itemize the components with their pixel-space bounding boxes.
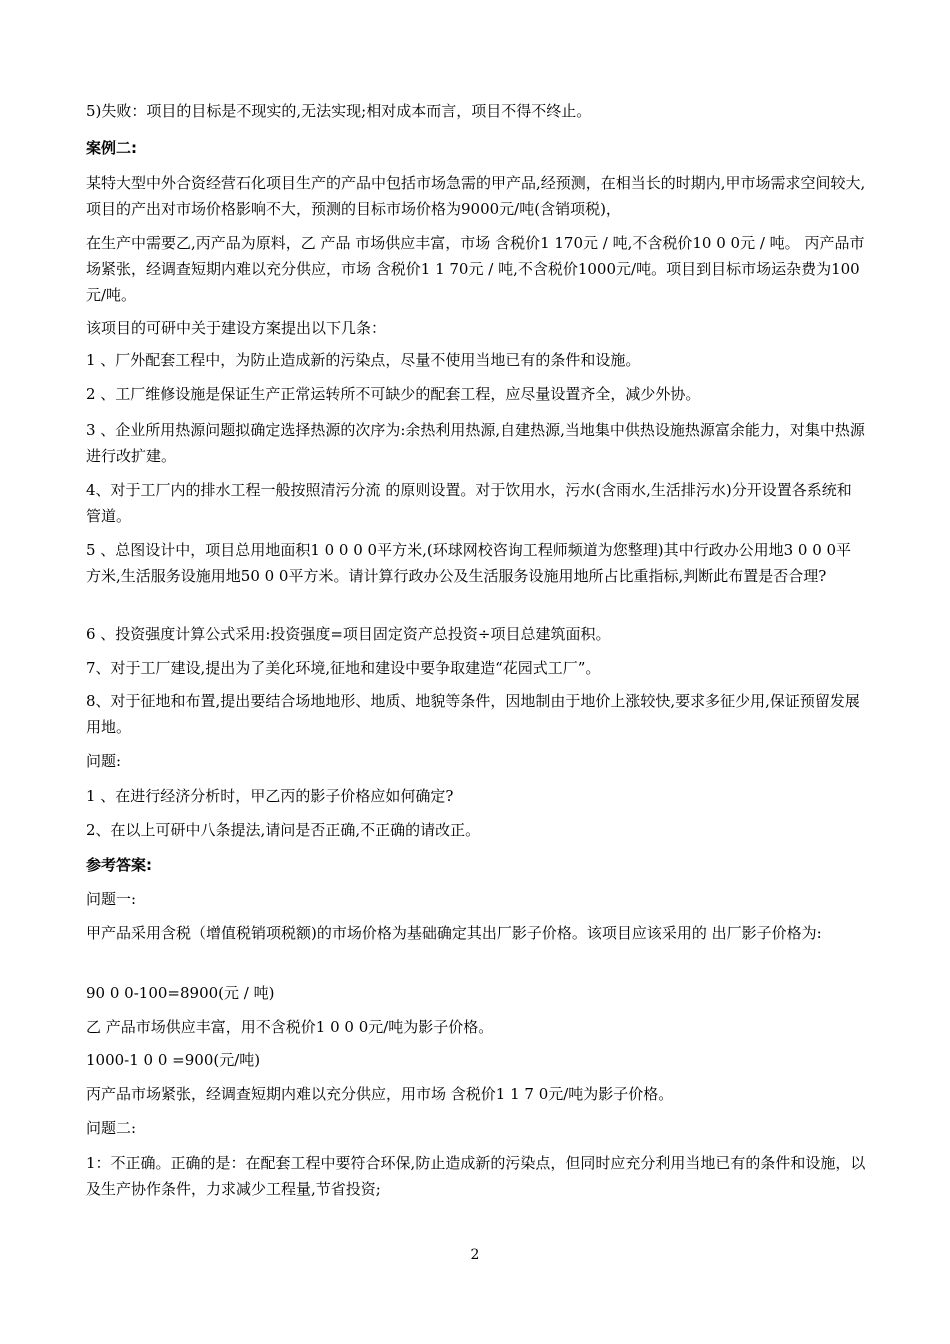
- paragraph-raw-materials: 在生产中需要乙,丙产品为原料，乙 产品 市场供应丰富，市场 含税价1 170元 / 吨,不含税价10 0 0元 / 吨。 丙产品市场紧张，经调查短期内难以充分供应，市场 含税价1 1 70元 / 吨,不含税价1000元/吨。项目到目标市场运杂费为100元/吨。: [86, 234, 865, 304]
- proposal-item-4: 4、对于工厂内的排水工程一般按照清污分流 的原则设置。对于饮用水，污水(含雨水,生活排污水)分开设置各系统和管道。: [86, 481, 852, 525]
- proposal-item-2: 2 、工厂维修设施是保证生产正常运转所不可缺少的配套工程，应尽量设置齐全，减少外协。: [86, 385, 701, 403]
- answer-product-b-calculation: 1000-1 0 0 =900(元/吨): [86, 1051, 261, 1069]
- answer-product-c: 丙产品市场紧张，经调查短期内难以充分供应，用市场 含税价1 1 7 0元/吨为影子价格。: [86, 1085, 674, 1103]
- case-two-heading: 案例二:: [86, 139, 137, 157]
- proposal-item-6: 6 、投资强度计算公式采用:投资强度=项目固定资产总投资÷项目总建筑面积。: [86, 625, 611, 643]
- paragraph-proposal-intro: 该项目的可研中关于建设方案提出以下几条：: [86, 319, 387, 337]
- proposal-item-8: 8、对于征地和布置,提出要结合场地地形、地质、地貌等条件，因地制由于地价上涨较快,要求多征少用,保证预留发展用地。: [86, 692, 860, 736]
- answer-item-1: 1：不正确。正确的是：在配套工程中要符合环保,防止造成新的污染点，但同时应充分利用当地已有的条件和设施，以及生产协作条件，力求减少工程量,节省投资;: [86, 1154, 866, 1198]
- answer-heading: 参考答案:: [86, 856, 152, 874]
- paragraph-failure-definition: 5)失败：项目的目标是不现实的,无法实现;相对成本而言，项目不得不终止。: [86, 102, 592, 120]
- proposal-item-7: 7、对于工厂建设,提出为了美化环境,征地和建设中要争取建造“花园式工厂”。: [86, 659, 601, 677]
- proposal-item-5: 5 、总图设计中，项目总用地面积1 0 0 0 0平方米,(环球网校咨询工程师频道为您整理)其中行政办公用地3 0 0 0平方米,生活服务设施用地50 0 0平方米。请计算行政办公及生活服务设施用地所占比重指标,判断此布置是否合理?: [86, 541, 852, 585]
- question-2: 2、在以上可研中八条提法,请问是否正确,不正确的请改正。: [86, 821, 481, 839]
- questions-label: 问题:: [86, 752, 122, 770]
- answer-product-a: 甲产品采用含税（增值税销项税额)的市场价格为基础确定其出厂影子价格。该项目应该采用的 出厂影子价格为:: [86, 924, 822, 942]
- answer-product-b: 乙 产品市场供应丰富，用不含税价1 0 0 0元/吨为影子价格。: [86, 1018, 494, 1036]
- page-number: 2: [470, 1247, 480, 1263]
- paragraph-case-intro: 某特大型中外合资经营石化项目生产的产品中包括市场急需的甲产品,经预测，在相当长的时期内,甲市场需求空间较大,项目的产出对市场价格影响不大，预测的目标市场价格为9000元/吨(含销项税)，: [86, 174, 866, 218]
- question-1: 1 、在进行经济分析时，甲乙丙的影子价格应如何确定?: [86, 787, 454, 805]
- proposal-item-3: 3 、企业所用热源问题拟确定选择热源的次序为:余热利用热源,自建热源,当地集中供热设施热源富余能力，对集中热源进行改扩建。: [86, 421, 865, 465]
- answer-question-1-label: 问题一:: [86, 890, 137, 908]
- answer-product-a-calculation: 90 0 0-100=8900(元 / 吨): [86, 984, 275, 1002]
- answer-question-2-label: 问题二:: [86, 1119, 137, 1137]
- proposal-item-1: 1 、厂外配套工程中，为防止造成新的污染点，尽量不使用当地已有的条件和设施。: [86, 351, 641, 369]
